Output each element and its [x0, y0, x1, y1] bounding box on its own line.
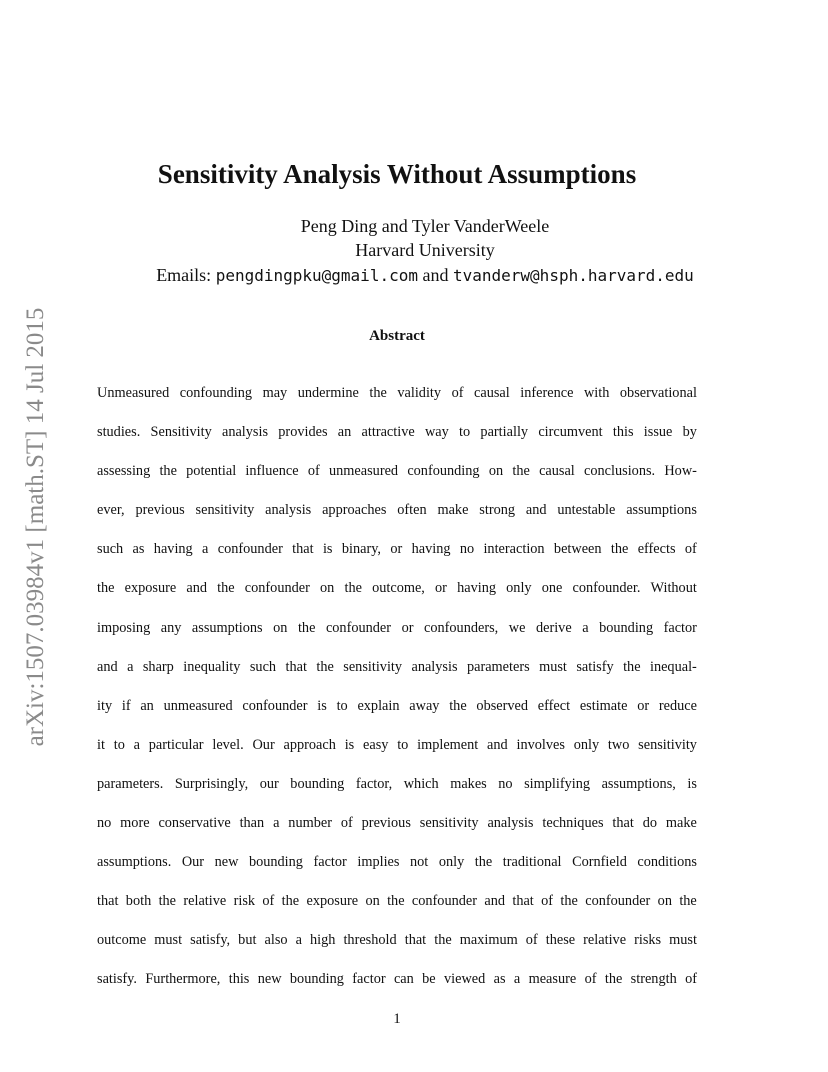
paper-emails — [0, 263, 828, 288]
abstract-line: and a sharp inequality such that the sensitivity analysis parameters must satisfy the inequal- — [97, 658, 697, 675]
email-link-vanderweele[interactable]: tvanderw@hsph.harvard.edu — [452, 266, 694, 285]
abstract-heading: Abstract — [369, 328, 425, 344]
abstract-line: the exposure and the confounder on the outcome, or having only one confounder. Without — [97, 580, 697, 597]
abstract-line: parameters. Surprisingly, our bounding factor, which makes no simplifying assumptions, is — [97, 775, 697, 792]
abstract-line: ever, previous sensitivity analysis approaches often make strong and untestable assumptions — [97, 502, 697, 519]
email-link-ding[interactable]: pengdingpku@gmail.com — [215, 266, 418, 285]
abstract-line: studies. Sensitivity analysis provides an attractive way to partially circumvent this issue by — [97, 424, 697, 441]
abstract-line: imposing any assumptions on the confounder or confounders, we derive a bounding factor — [97, 619, 697, 636]
abstract-line: assumptions. Our new bounding factor implies not only the traditional Cornfield conditions — [97, 854, 697, 871]
abstract-line: such as having a confounder that is binary, or having no interaction between the effects of — [97, 541, 697, 558]
paper-affiliation: Harvard University — [355, 240, 495, 260]
arxiv-identifier-stamp: arXiv:1507.03984v1 [math.ST] 14 Jul 2015 — [22, 307, 49, 747]
abstract-line: satisfy. Furthermore, this new bounding factor can be viewed as a measure of the strength of — [97, 971, 697, 988]
abstract-line: that both the relative risk of the exposure on the confounder and that of the confounder on the — [97, 893, 697, 910]
abstract-line: no more conservative than a number of previous sensitivity analysis techniques that do make — [97, 815, 697, 832]
paper-title: Sensitivity Analysis Without Assumptions — [157, 159, 637, 189]
abstract-line: assessing the potential influence of unmeasured confounding on the causal conclusions. How- — [97, 463, 697, 480]
abstract-body — [97, 380, 697, 1006]
emails-conjunction: and — [422, 265, 449, 285]
page-number: 1 — [393, 1011, 401, 1027]
abstract-line: ity if an unmeasured confounder is to explain away the observed effect estimate or reduce — [97, 697, 697, 714]
paper-authors: Peng Ding and Tyler VanderWeele — [300, 216, 550, 236]
abstract-line: outcome must satisfy, but also a high threshold that the maximum of these relative risks must — [97, 932, 697, 949]
abstract-line: it to a particular level. Our approach is easy to implement and involves only two sensitivity — [97, 736, 697, 753]
emails-label: Emails: — [156, 265, 212, 285]
abstract-line: Unmeasured confounding may undermine the validity of causal inference with observational — [97, 385, 697, 401]
